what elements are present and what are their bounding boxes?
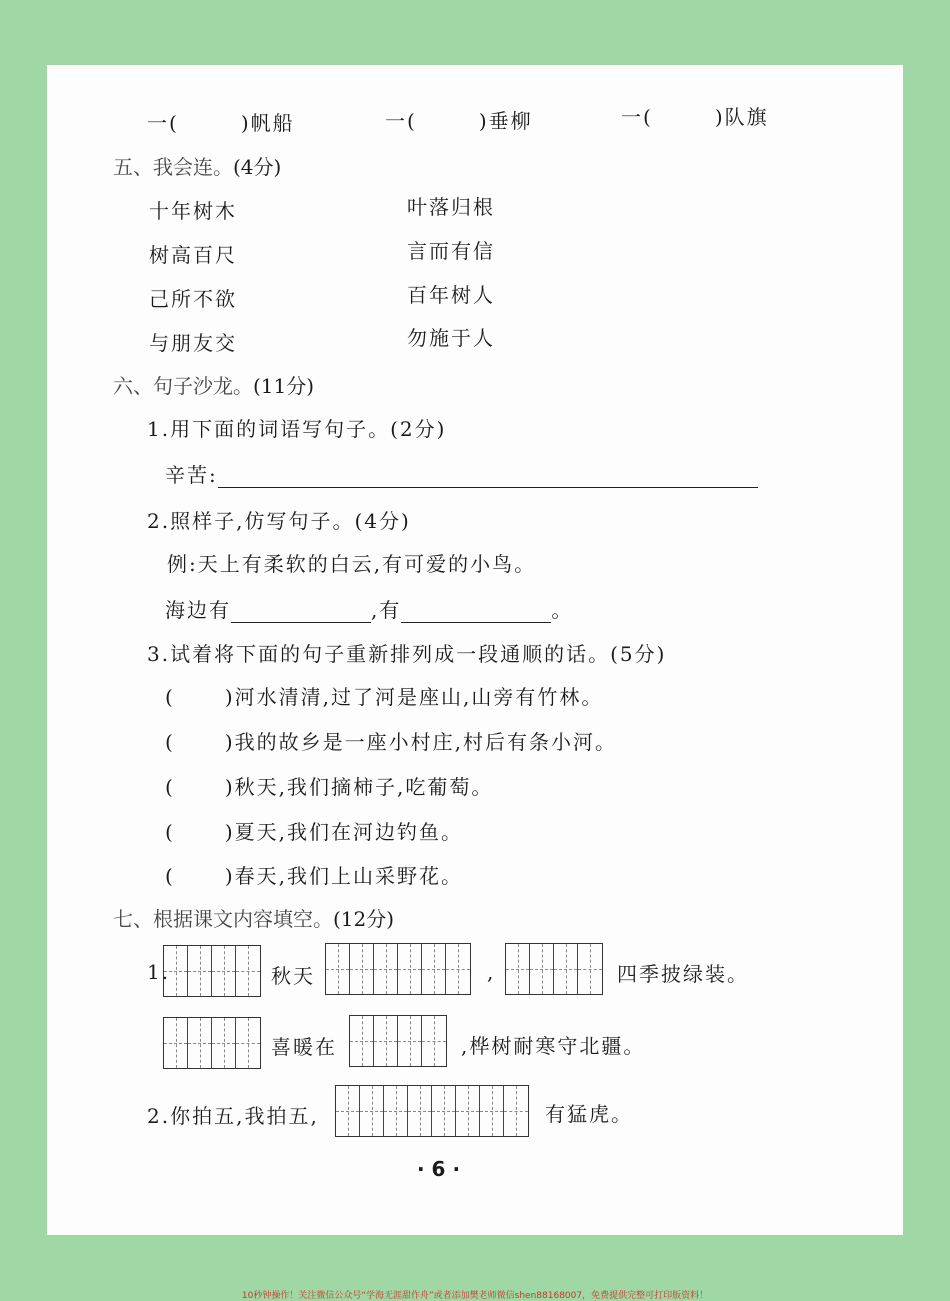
match-right-2: 言而有信	[407, 239, 495, 263]
match-right-1: 叶落归根	[407, 195, 495, 219]
section-7-heading: 七、根据课文内容填空。(12分)	[113, 907, 395, 931]
char-grid-4[interactable]	[349, 1015, 447, 1067]
order-item-1: ( )河水清清,过了河是座山,山旁有竹林。	[165, 685, 604, 709]
char-grid-4[interactable]	[163, 1017, 261, 1069]
q6-1-line: 辛苦:	[165, 459, 758, 488]
fill-measure-2: 一( )垂柳	[385, 109, 533, 133]
match-left-2: 树高百尺	[149, 243, 237, 267]
order-item-2: ( )我的故乡是一座小村庄,村后有条小河。	[165, 730, 617, 754]
section-5-heading: 五、我会连。(4分)	[113, 155, 282, 179]
fill-measure-1: 一( )帆船	[147, 111, 295, 135]
q7-2-text-tiger: 有猛虎。	[545, 1102, 633, 1126]
q6-2-line: 海边有 ,有 。	[165, 598, 574, 622]
char-grid-4[interactable]	[163, 945, 261, 997]
answer-blank[interactable]	[401, 604, 551, 623]
match-left-4: 与朋友交	[149, 331, 237, 355]
order-item-5: ( )春天,我们上山采野花。	[165, 864, 463, 888]
q7-1-number: 1.	[147, 960, 171, 984]
char-grid-6[interactable]	[325, 943, 471, 995]
q6-1-prompt: 1.用下面的词语写句子。(2分)	[147, 417, 447, 441]
fill-measure-3: 一( )队旗	[621, 105, 769, 129]
match-right-3: 百年树人	[407, 283, 495, 307]
char-grid-8[interactable]	[335, 1085, 529, 1137]
order-item-4: ( )夏天,我们在河边钓鱼。	[165, 820, 463, 844]
q6-2-example: 例:天上有柔软的白云,有可爱的小鸟。	[167, 552, 537, 576]
section-6-heading: 六、句子沙龙。(11分)	[113, 374, 315, 398]
match-left-1: 十年树木	[149, 199, 237, 223]
q7-1-text-birch: ,桦树耐寒守北疆。	[461, 1034, 646, 1058]
answer-blank[interactable]	[231, 604, 371, 623]
q7-1-text-warm: 喜暖在	[271, 1035, 337, 1059]
match-right-4: 勿施于人	[407, 326, 495, 350]
page-number: · 6 ·	[417, 1157, 461, 1181]
worksheet-page	[47, 65, 903, 1235]
q7-1-comma: ,	[487, 960, 496, 984]
q7-2-text: 2.你拍五,我拍五,	[147, 1104, 319, 1128]
footer-banner: 10秒钟操作！关注微信公众号“学海无涯甜作舟”或者添加樊老师微信shen88168007，免费提供完整可打印版资料！	[241, 1291, 709, 1301]
q7-1-text-autumn: 秋天	[271, 964, 315, 988]
q7-1-text-seasons: 四季披绿装。	[617, 962, 749, 986]
char-grid-4[interactable]	[505, 943, 603, 995]
match-left-3: 己所不欲	[149, 287, 237, 311]
answer-blank[interactable]	[218, 469, 758, 488]
order-item-3: ( )秋天,我们摘柿子,吃葡萄。	[165, 775, 494, 799]
q6-2-prompt: 2.照样子,仿写句子。(4分)	[147, 509, 411, 533]
q6-3-prompt: 3.试着将下面的句子重新排列成一段通顺的话。(5分)	[147, 642, 667, 666]
